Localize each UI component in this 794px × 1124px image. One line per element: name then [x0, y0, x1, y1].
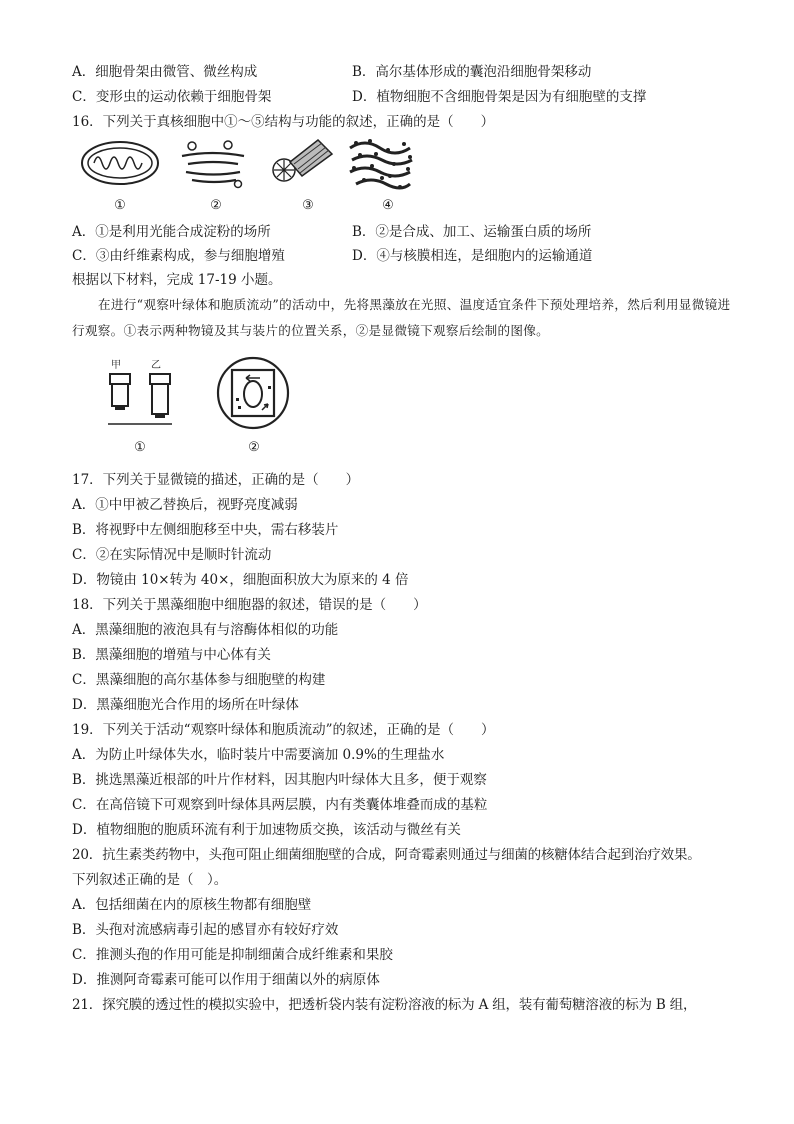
q17-stem: 17．下列关于显微镜的描述，正确的是（ ）: [72, 472, 360, 488]
material-text: 在进行“观察叶绿体和胞质流动”的活动中，先将黑藻放在光照、温度适宜条件下预处理培养，然后利用显微镜进行观察。①表示两种物镜及其与装片的位置关系，②是显微镜下观察后绘制的图像。: [72, 297, 731, 338]
q16-option-d: D．④与核膜相连，是细胞内的运输通道: [352, 248, 593, 264]
q16-option-a: A．①是利用光能合成淀粉的场所: [72, 224, 271, 240]
q17-option-d: D．物镜由 10×转为 40×，细胞面积放大为原来的 4 倍: [72, 572, 409, 588]
q19-option-c: C．在高倍镜下可观察到叶绿体具两层膜，内有类囊体堆叠而成的基粒: [72, 797, 488, 813]
q19-option-d: D．植物细胞的胞质环流有利于加速物质交换，该活动与微丝有关: [72, 822, 461, 838]
mitochondrion-figure: [80, 138, 160, 188]
q17-option-a: A．①中甲被乙替换后，视野亮度减弱: [72, 497, 298, 513]
q20-option-c: C．推测头孢的作用可能是抑制细菌合成纤维素和果胶: [72, 947, 393, 963]
lens-label-yi: 乙: [151, 360, 161, 371]
q19-option-a: A．为防止叶绿体失水，临时装片中需要滴加 0.9%的生理盐水: [72, 747, 445, 763]
q19-stem: 19．下列关于活动“观察叶绿体和胞质流动”的叙述，正确的是（ ）: [72, 722, 495, 738]
fig-label-2: ②: [210, 198, 222, 213]
centriole-figure: [268, 136, 334, 190]
material-intro: 根据以下材料，完成 17-19 小题。: [72, 272, 282, 288]
q16-stem: 16．下列关于真核细胞中①～⑤结构与功能的叙述，正确的是（ ）: [72, 114, 495, 130]
q15-option-c: C．变形虫的运动依赖于细胞骨架: [72, 89, 272, 105]
q15-option-a: A．细胞骨架由微管、微丝构成: [72, 64, 258, 80]
q16-option-b: B．②是合成、加工、运输蛋白质的场所: [352, 224, 592, 240]
q18-option-d: D．黑藻细胞光合作用的场所在叶绿体: [72, 697, 299, 713]
q17-option-b: B．将视野中左侧细胞移至中央，需右移装片: [72, 522, 339, 538]
material-fig-label-2: ②: [248, 440, 260, 455]
golgi-figure: [178, 140, 248, 188]
q18-option-a: A．黑藻细胞的液泡具有与溶酶体相似的功能: [72, 622, 339, 638]
microscope-view-figure: [216, 356, 290, 430]
q18-option-c: C．黑藻细胞的高尔基体参与细胞壁的构建: [72, 672, 326, 688]
q20-option-b: B．头孢对流感病毒引起的感冒亦有较好疗效: [72, 922, 339, 938]
fig-label-4: ④: [382, 198, 394, 213]
q21-stem: 21．探究膜的透过性的模拟实验中，把透析袋内装有淀粉溶液的标为 A 组，装有葡萄糖溶液的标为 B 组，: [72, 997, 697, 1013]
q20-option-d: D．推测阿奇霉素可能可以作用于细菌以外的病原体: [72, 972, 380, 988]
fig-label-3: ③: [302, 198, 314, 213]
q20-stem-line1: 20．抗生素类药物中，头孢可阻止细菌细胞壁的合成，阿奇霉素则通过与细菌的核糖体结合起到治疗效果。: [72, 847, 701, 863]
q17-option-c: C．②在实际情况中是顺时针流动: [72, 547, 272, 563]
q18-option-b: B．黑藻细胞的增殖与中心体有关: [72, 647, 271, 663]
q16-option-c: C．③由纤维素构成，参与细胞增殖: [72, 248, 285, 264]
q19-option-b: B．挑选黑藻近根部的叶片作材料，因其胞内叶绿体大且多，便于观察: [72, 772, 487, 788]
material-fig-label-1: ①: [134, 440, 146, 455]
rough-er-figure: [346, 138, 418, 190]
q18-stem: 18．下列关于黑藻细胞中细胞器的叙述，错误的是（ ）: [72, 597, 427, 613]
fig-label-1: ①: [114, 198, 126, 213]
lens-label-jia: 甲: [111, 360, 121, 371]
q20-option-a: A．包括细菌在内的原核生物都有细胞壁: [72, 897, 312, 913]
q20-stem-line2: 下列叙述正确的是（ ）。: [72, 872, 228, 888]
q15-option-d: D．植物细胞不含细胞骨架是因为有细胞壁的支撑: [352, 89, 647, 105]
q15-option-b: B．高尔基体形成的囊泡沿细胞骨架移动: [352, 64, 592, 80]
